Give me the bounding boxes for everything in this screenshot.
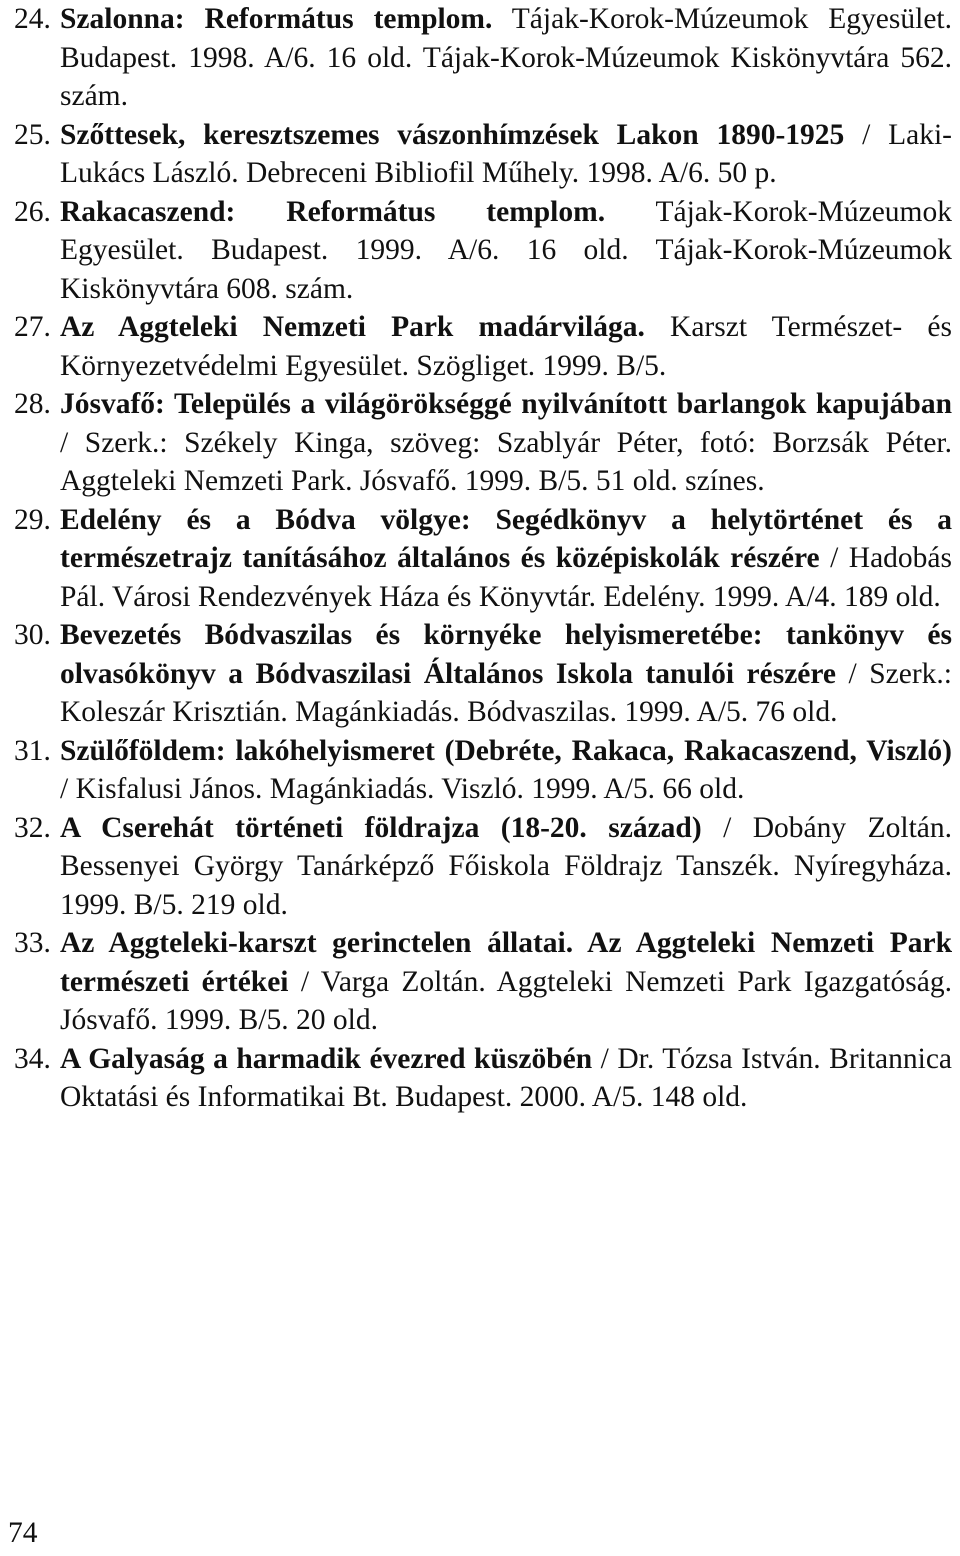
entry-title: A Galyaság a harmadik évezred küszöbén [60,1042,593,1075]
entry-number: 34. [14,1042,51,1075]
entry-number: 26. [14,195,51,228]
entry-title: A Cserehát történeti földrajza (18-20. század) [60,811,702,844]
bibliography-entry [14,732,952,809]
entry-number: 28. [14,388,51,420]
entry-number: 24. [14,3,51,35]
entry-details: / Hadobás Pál. Városi Rendezvények Háza és Könyvtár. Edelény. 1999. A/4. 189 old. [60,542,952,613]
bibliography-entry [14,616,952,732]
entry-details: / Laki-Lukács László. Debreceni Bibliofil Műhely. 1998. A/6. 50 p. [60,118,952,189]
entry-details: / Kisfalusi János. Magánkiadás. Viszló. 1999. A/5. 66 old. [60,773,745,805]
entry-details: / Szerk.: Székely Kinga, szöveg: Szablyár Péter, fotó: Borzsák Péter. Aggteleki Nemzeti Park. Jósvafő. 1999. B/5. 51 old. színes. [60,426,952,497]
entry-number: 31. [14,734,51,767]
bibliography-entry [14,1040,952,1117]
bibliography-entry [14,308,952,385]
entry-title: Szalonna: Református templom. [60,3,493,35]
entry-number: 25. [14,118,51,151]
entry-details: / Varga Zoltán. Aggteleki Nemzeti Park Igazgatóság. Jósvafő. 1999. B/5. 20 old. [60,965,952,1036]
bibliography-entry [14,501,952,617]
entry-number: 33. [14,927,51,959]
entry-details: Tájak-Korok-Múzeumok Egyesület. Budapest. 1998. A/6. 16 old. Tájak-Korok-Múzeumok Kiskönyvtára 562. szám. [60,3,952,112]
entry-details: Tájak-Korok-Múzeumok Egyesület. Budapest. 1999. A/6. 16 old. Tájak-Korok-Múzeumok Kiskönyvtára 608. szám. [60,195,952,305]
bibliography-list [14,0,952,1117]
entry-number: 32. [14,811,51,844]
entry-title: Edelény és a Bódva völgye: Segédkönyv a helytörténet és a természetrajz tanításához általános és középiskolák részére [60,503,952,574]
entry-number: 27. [14,311,51,343]
entry-title: Szőttesek, keresztszemes vászonhímzések Lakon 1890-1925 [60,118,845,151]
bibliography-entry [14,193,952,309]
entry-details: / Dobány Zoltán. Bessenyei György Tanárképző Főiskola Földrajz Tanszék. Nyíregyháza. 1999. B/5. 219 old. [60,811,952,921]
entry-details: Karszt Természet- és Környezetvédelmi Egyesület. Szögliget. 1999. B/5. [60,311,953,382]
bibliography-entry [14,385,952,501]
entry-title: Bevezetés Bódvaszilas és környéke helyismeretébe: tankönyv és olvasókönyv a Bódvaszilasi Általános Iskola tanulói részére [60,619,952,690]
entry-number: 29. [14,503,51,536]
entry-title: Az Aggteleki-karszt gerinctelen állatai. Az Aggteleki Nemzeti Park természeti értékei [60,927,952,998]
entry-number: 30. [14,619,51,651]
bibliography-entry [14,809,952,925]
entry-details: / Szerk.: Koleszár Krisztián. Magánkiadás. Bódvaszilas. 1999. A/5. 76 old. [60,657,952,728]
bibliography-entry [14,116,952,193]
entry-title: Rakacaszend: Református templom. [60,195,606,228]
entry-title: Az Aggteleki Nemzeti Park madárvilága. [60,311,645,343]
bibliography-entry [14,924,952,1040]
entry-title: Szülőföldem: lakóhelyismeret (Debréte, Rakaca, Rakacaszend, Viszló) [60,734,952,767]
entry-details: / Dr. Tózsa István. Britannica Oktatási és Informatikai Bt. Budapest. 2000. A/5. 148 old. [60,1042,953,1113]
entry-title: Jósvafő: Település a világörökséggé nyilvánított barlangok kapujában [60,388,952,420]
bibliography-entry [14,0,952,116]
page-number: 74 [8,1517,38,1549]
